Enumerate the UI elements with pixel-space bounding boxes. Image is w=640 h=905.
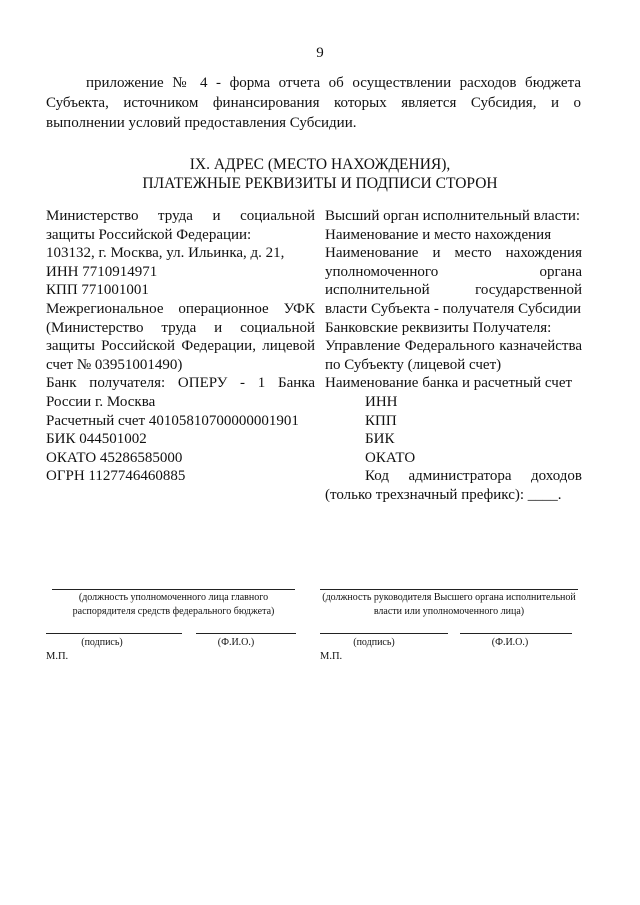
- bank-details-title: Банковские реквизиты Получателя:: [325, 319, 552, 336]
- ministry-okato: ОКАТО 45286585000: [46, 449, 183, 466]
- ministry-bank: Банк получателя: ОПЕРУ - 1 Банка России г. Москва: [46, 375, 315, 410]
- recipient-inn: ИНН: [365, 393, 398, 410]
- ministry-name: Министерство труда и социальной защиты Российской Федерации:: [46, 208, 315, 243]
- ministry-inn: ИНН 7710914971: [46, 263, 158, 280]
- left-position-caption: (должность уполномоченного лица главного распорядителя средств федерального бюджета): [72, 592, 275, 617]
- left-name-caption: (Ф.И.О.): [217, 637, 255, 648]
- section-heading-line-1: IX. АДРЕС (МЕСТО НАХОЖДЕНИЯ),: [189, 156, 451, 173]
- ministry-kpp: КПП 771001001: [46, 282, 149, 299]
- right-position-line: [320, 589, 578, 590]
- recipient-kpp: КПП: [365, 412, 397, 429]
- intro-paragraph: приложение № 4 - форма отчета об осуществлении расходов бюджета Субъекта, источником финансирования которых является Субсидия, и о выполнении условий предоставления Субсидии.: [46, 75, 581, 131]
- recipient-okato: ОКАТО: [365, 449, 416, 466]
- recipient-bik: БИК: [365, 431, 395, 448]
- revenue-admin-code: Код администратора доходов (только трехзначный префикс): ____.: [325, 468, 582, 503]
- left-stamp-place: М.П.: [46, 651, 69, 662]
- right-stamp-place: М.П.: [320, 651, 343, 662]
- ministry-ogrn: ОГРН 1127746460885: [46, 468, 186, 485]
- right-name-caption: (Ф.И.О.): [491, 637, 529, 648]
- page-number: 9: [316, 45, 324, 61]
- authorized-body: Наименование и место нахождения уполномоченного органа исполнительной государственной власти Субъекта - получателя Субсидии: [325, 245, 582, 317]
- ministry-ufk: Межрегиональное операционное УФК (Министерство труда и социальной защиты Российской Федерации, лицевой счет № 03951001490): [46, 300, 315, 373]
- authority-title: Высший орган исполнительный власти:: [325, 208, 581, 224]
- ministry-account: Расчетный счет 40105810700000001901: [46, 412, 299, 429]
- right-signature-caption: (подпись): [353, 637, 395, 648]
- ministry-bik: БИК 044501002: [46, 431, 147, 448]
- treasury-account: Управление Федерального казначейства по Субъекту (лицевой счет): [325, 338, 582, 373]
- authority-name-location: Наименование и место нахождения: [325, 226, 552, 243]
- ministry-address: 103132, г. Москва, ул. Ильинка, д. 21,: [46, 245, 285, 262]
- section-heading-line-2: ПЛАТЕЖНЫЕ РЕКВИЗИТЫ И ПОДПИСИ СТОРОН: [142, 175, 498, 192]
- right-signature-line: [320, 633, 448, 634]
- bank-name-account: Наименование банка и расчетный счет: [325, 375, 573, 392]
- right-name-line: [460, 633, 572, 634]
- right-position-caption: (должность руководителя Высшего органа исполнительной власти или уполномоченного лица): [322, 592, 576, 617]
- left-signature-caption: (подпись): [81, 637, 123, 648]
